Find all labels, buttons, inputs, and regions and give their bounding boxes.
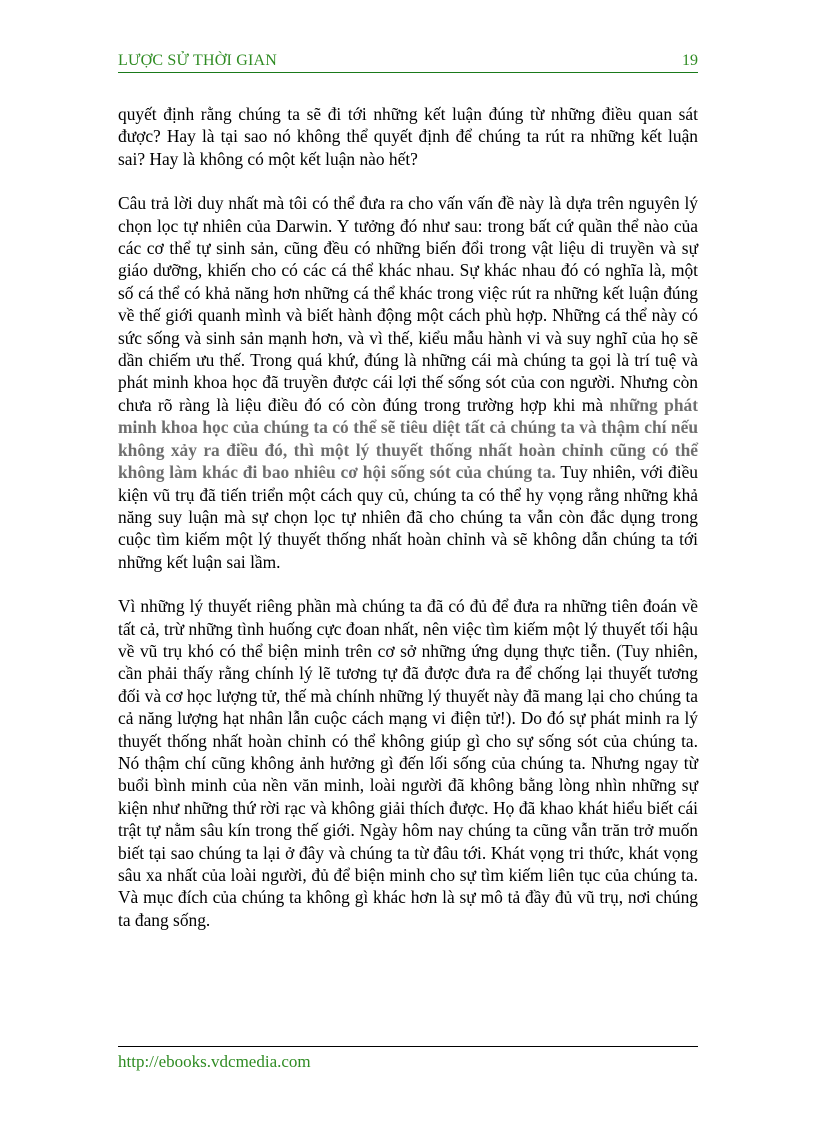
paragraph-2-end: Tuy nhiên, với điều kiện vũ trụ đã tiến triển một cách quy củ, chúng ta có thể hy vọng rằng những khả năng suy luận mà sự chọn lọc tự nhiên đã cho chúng ta vẫn còn đắc dụng trong cuộc tìm kiếm một lý thuyết thống nhất hoàn chỉnh và sẽ không dẫn chúng ta tới những kết luận sai lầm. <box>118 462 698 572</box>
paragraph-3: Vì những lý thuyết riêng phần mà chúng ta đã có đủ để đưa ra những tiên đoán về tất cả, trừ những tình huống cực đoan nhất, nên việc tìm kiếm một lý thuyết tối hậu về vũ trụ khó có thể biện minh trên cơ sở những ứng dụng thực tiễn. (Tuy nhiên, cần phải thấy rằng chính lý lẽ tương tự đã được đưa ra để chống lại thuyết tương đối và cơ học lượng tử, thế mà chính những lý thuyết này đã mang lại cho chúng ta cả năng lượng hạt nhân lẫn cuộc cách mạng vi điện tử!). Do đó sự phát minh ra lý thuyết thống nhất hoàn chỉnh có thể không giúp gì cho sự sống sót của chúng ta. Nó thậm chí cũng không ảnh hưởng gì đến lối sống của chúng ta. Nhưng ngay từ buổi bình minh của nền văn minh, loài người đã không bằng lòng nhìn những sự kiện như những thứ rời rạc và không giải thích được. Họ đã khao khát hiểu biết cái trật tự nằm sâu kín trong thế giới. Ngày hôm nay chúng ta cũng vẫn trăn trở muốn biết tại sao chúng ta lại ở đây và chúng ta từ đâu tới. Khát vọng tri thức, khát vọng sâu xa nhất của loài người, đủ để biện minh cho sự tìm kiếm liên tục của chúng ta. Và mục đích của chúng ta không gì khác hơn là sự mô tả đầy đủ vũ trụ, nơi chúng ta đang sống. <box>118 596 698 930</box>
paragraph-1: quyết định rằng chúng ta sẽ đi tới những kết luận đúng từ những điều quan sát được? Hay là tại sao nó không thể quyết định để chúng ta rút ra những kết luận sai? Hay là không có một kết luận nào hết? <box>118 104 698 169</box>
paragraph-2-emphasis: những phát minh khoa học của chúng ta có thể sẽ tiêu diệt tất cả chúng ta và thậm chí nếu không xảy ra điều đó, thì một lý thuyết thống nhất hoàn chỉnh cũng có thể không làm khác đi bao nhiêu cơ hội sống sót của chúng ta. <box>118 394 698 483</box>
paragraph-2 <box>118 192 698 573</box>
page-number: 19 <box>682 52 698 69</box>
paragraph-2-start: Câu trả lời duy nhất mà tôi có thể đưa ra cho vấn vấn đề này là dựa trên nguyên lý chọn lọc tự nhiên của Darwin. Y tưởng đó như sau: trong bất cứ quần thể nào của các cơ thể tự sinh sản, cũng đều có những biến đổi trong vật liệu di truyền và sự giáo dưỡng, khiến cho có các cá thể khác nhau. Sự khác nhau đó có nghĩa là, một số cá thể có khả năng hơn những cá thể khác trong việc rút ra những kết luận đúng về thế giới quanh mình và biết hành động một cách phù hợp. Những cá thể này có sức sống và sinh sản mạnh hơn, và vì thế, kiểu mẫu hành vi và suy nghĩ của họ sẽ dần chiếm ưu thế. Trong quá khứ, đúng là những cái mà chúng ta gọi là trí tuệ và phát minh khoa học đã truyền được cái lợi thế sống sót của con người. Nhưng còn chưa rõ ràng là liệu điều đó có còn đúng trong trường hợp khi mà <box>118 193 698 415</box>
page-header <box>118 50 698 73</box>
book-title: LƯỢC SỬ THỜI GIAN <box>118 52 278 69</box>
page-footer <box>118 1046 698 1072</box>
footer-url-link[interactable]: http://ebooks.vdcmedia.com <box>118 1052 311 1071</box>
page-body <box>118 103 698 931</box>
